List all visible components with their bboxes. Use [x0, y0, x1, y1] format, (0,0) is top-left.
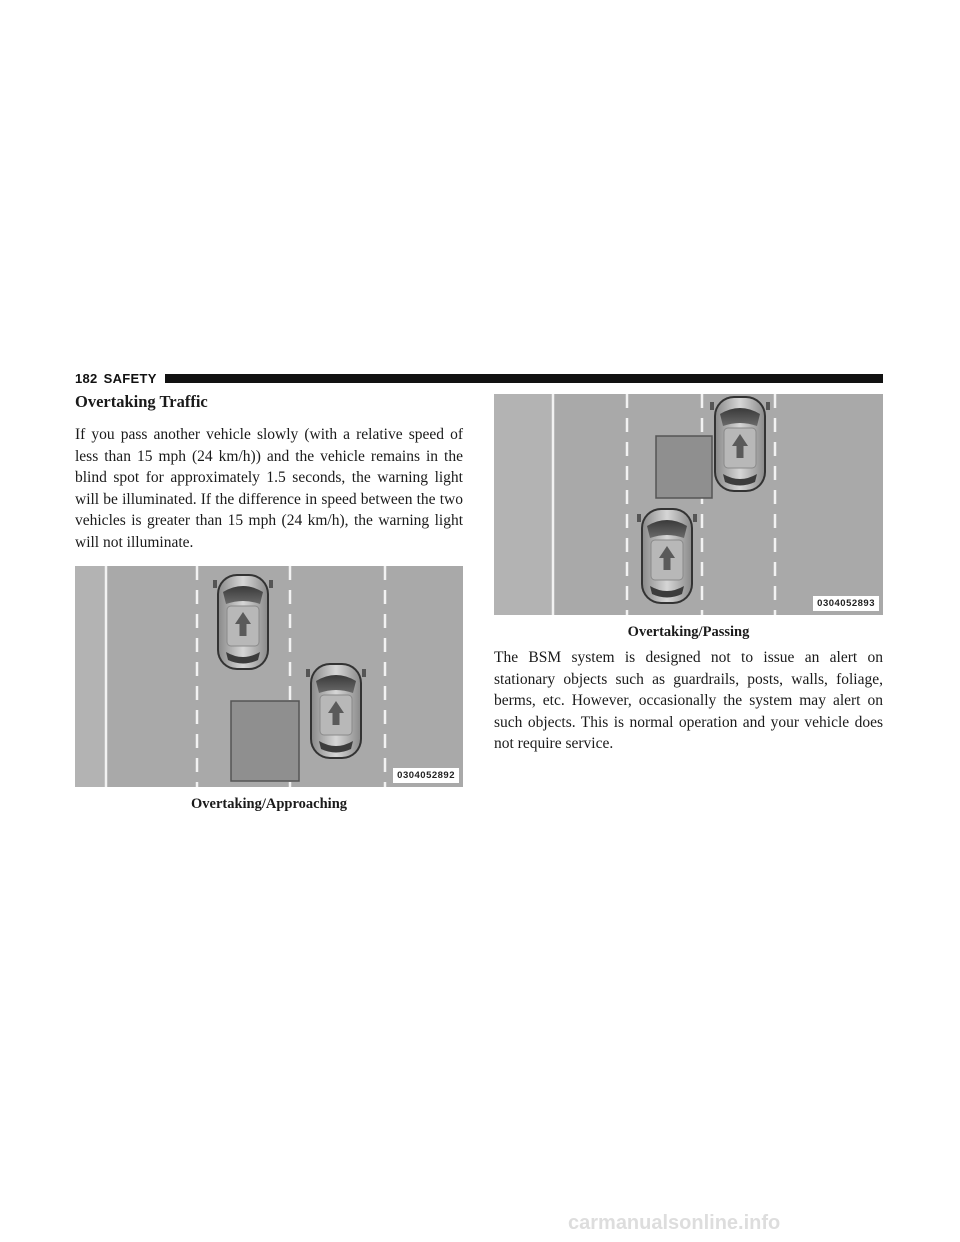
section-title: Overtaking Traffic [75, 392, 208, 411]
figure-id: 0304052893 [813, 596, 879, 611]
figure-overtaking-approaching [75, 566, 463, 787]
page-number: 182 [75, 370, 98, 386]
section-name: SAFETY [103, 370, 157, 386]
car-icon [710, 396, 770, 492]
car-icon [637, 508, 697, 604]
road-diagram [75, 566, 463, 787]
body-paragraph: If you pass another vehicle slowly (with a relative speed of less than 15 mph (24 km/h)) and the vehicle remains in the blind spot for approximately 1.5 seconds, the warning light will be illuminated. If the difference in speed between the two vehicles is greater than 15 mph (24 km/h), the warning light will not illuminate. [75, 426, 463, 551]
watermark: carmanualsonline.info [568, 1212, 781, 1234]
header-rule [165, 374, 883, 383]
blind-spot-zone [231, 701, 299, 781]
page-header [75, 370, 883, 386]
right-column [494, 394, 883, 755]
car-icon [213, 574, 273, 670]
figure-caption: Overtaking/Approaching [190, 795, 348, 812]
figure-caption: Overtaking/Passing [627, 624, 750, 640]
blind-spot-zone [656, 436, 712, 498]
body-paragraph: The BSM system is designed not to issue an alert on stationary objects such as guardrails, posts, walls, foliage, berms, etc. However, occasionally the system may alert on such objects. This is normal operation and your vehicle does not require service. [494, 649, 883, 753]
car-icon [306, 663, 366, 759]
left-column [75, 392, 463, 813]
figure-id: 0304052892 [393, 768, 459, 783]
figure-overtaking-passing [494, 394, 883, 615]
road-diagram [494, 394, 883, 615]
